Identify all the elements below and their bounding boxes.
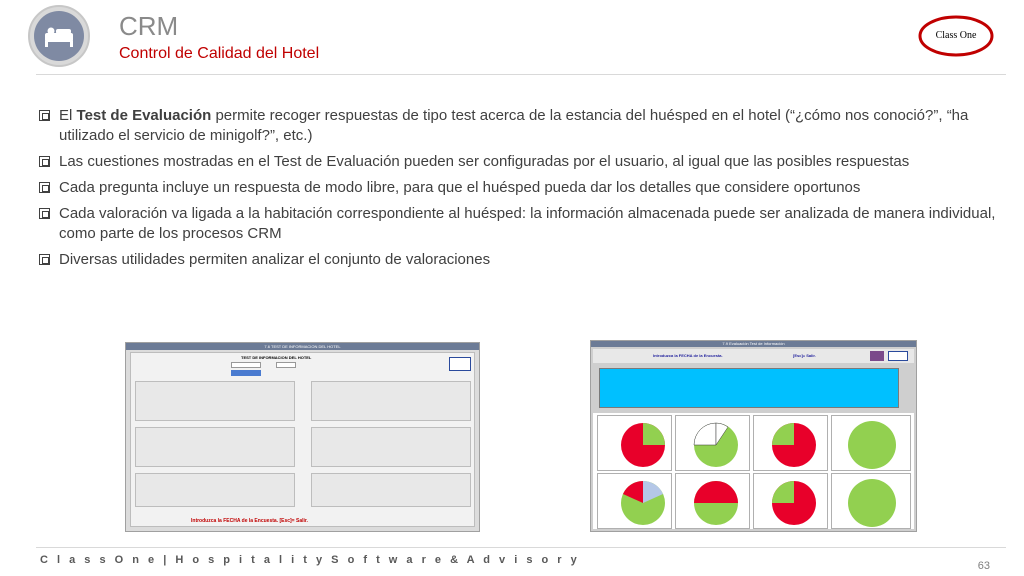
form-footer: Introduzca la FECHA de la Encuesta. [Esc]= Salir.: [191, 518, 308, 524]
checkbox-bullet-icon: [39, 254, 50, 265]
pie-chart: [753, 415, 828, 471]
checkbox-bullet-icon: [39, 182, 50, 193]
pie-charts-area: [593, 413, 914, 529]
header-divider: [36, 74, 1006, 75]
question-panel: [135, 427, 295, 467]
checkbox-bullet-icon: [39, 208, 50, 219]
hotel-bed-icon: [34, 11, 84, 61]
app-logo-icon: [888, 351, 908, 361]
pie-chart: [597, 473, 672, 529]
bullet-item: El Test de Evaluación permite recoger respuestas de tipo test acerca de la estancia del huésped en el hotel (“¿cómo nos conoció?”, “ha utilizado el servicio de minigolf?”, etc.): [39, 106, 999, 146]
evaluation-prompt: Introduzca la FECHA de la Encuesta.: [653, 353, 723, 358]
page-number: 63: [977, 560, 990, 572]
question-panel: [311, 381, 471, 421]
pie-chart: [831, 473, 911, 529]
bullet-list: [39, 106, 999, 276]
bullet-item: Diversas utilidades permiten analizar el conjunto de valoraciones: [39, 250, 999, 270]
footer-tagline: C l a s s O n e | H o s p i t a l i t y S o f t w a r e & A d v i s o r y: [40, 554, 580, 566]
window-titlebar: 7.6 TEST DE INFORMACION DEL HOTEL: [126, 343, 479, 350]
question-panel: [135, 473, 295, 507]
bullet-item: Cada valoración va ligada a la habitación correspondiente al huésped: la información almacenada puede ser analizada de manera individual, como parte de los procesos CRM: [39, 204, 999, 244]
evaluation-header: [593, 349, 914, 363]
window-titlebar: 7.9 Evaluación Test de Información: [591, 341, 916, 347]
pie-chart: [831, 415, 911, 471]
pie-chart: [597, 415, 672, 471]
form-area: [130, 352, 475, 527]
question-panel: [311, 427, 471, 467]
printer-icon: [870, 351, 884, 361]
brand-logo: [918, 15, 994, 57]
page-subtitle: Control de Calidad del Hotel: [119, 45, 320, 62]
bullet-item: Cada pregunta incluye un respuesta de modo libre, para que el huésped pueda dar los detalles que considere oportunos: [39, 178, 999, 198]
footer-divider: [36, 547, 1006, 548]
brand-name: Class One: [935, 30, 977, 41]
pie-chart: [675, 415, 750, 471]
question-panel: [311, 473, 471, 507]
evaluation-exit: [Esc]= Salir.: [793, 353, 816, 358]
checkbox-bullet-icon: [39, 156, 50, 167]
test-form-screenshot: [125, 342, 480, 532]
bullet-item: Las cuestiones mostradas en el Test de Evaluación pueden ser configuradas por el usuario, al igual que las posibles respuestas: [39, 152, 999, 172]
checkbox-bullet-icon: [39, 110, 50, 121]
question-panel: [135, 381, 295, 421]
form-heading: TEST DE INFORMACION DEL HOTEL: [241, 355, 312, 360]
evaluation-screenshot: [590, 340, 917, 532]
app-logo-icon: [449, 357, 471, 371]
page-title: CRM: [119, 11, 179, 41]
logo: [28, 5, 90, 67]
pie-chart: [753, 473, 828, 529]
results-table: [599, 368, 899, 408]
pie-chart: [675, 473, 750, 529]
